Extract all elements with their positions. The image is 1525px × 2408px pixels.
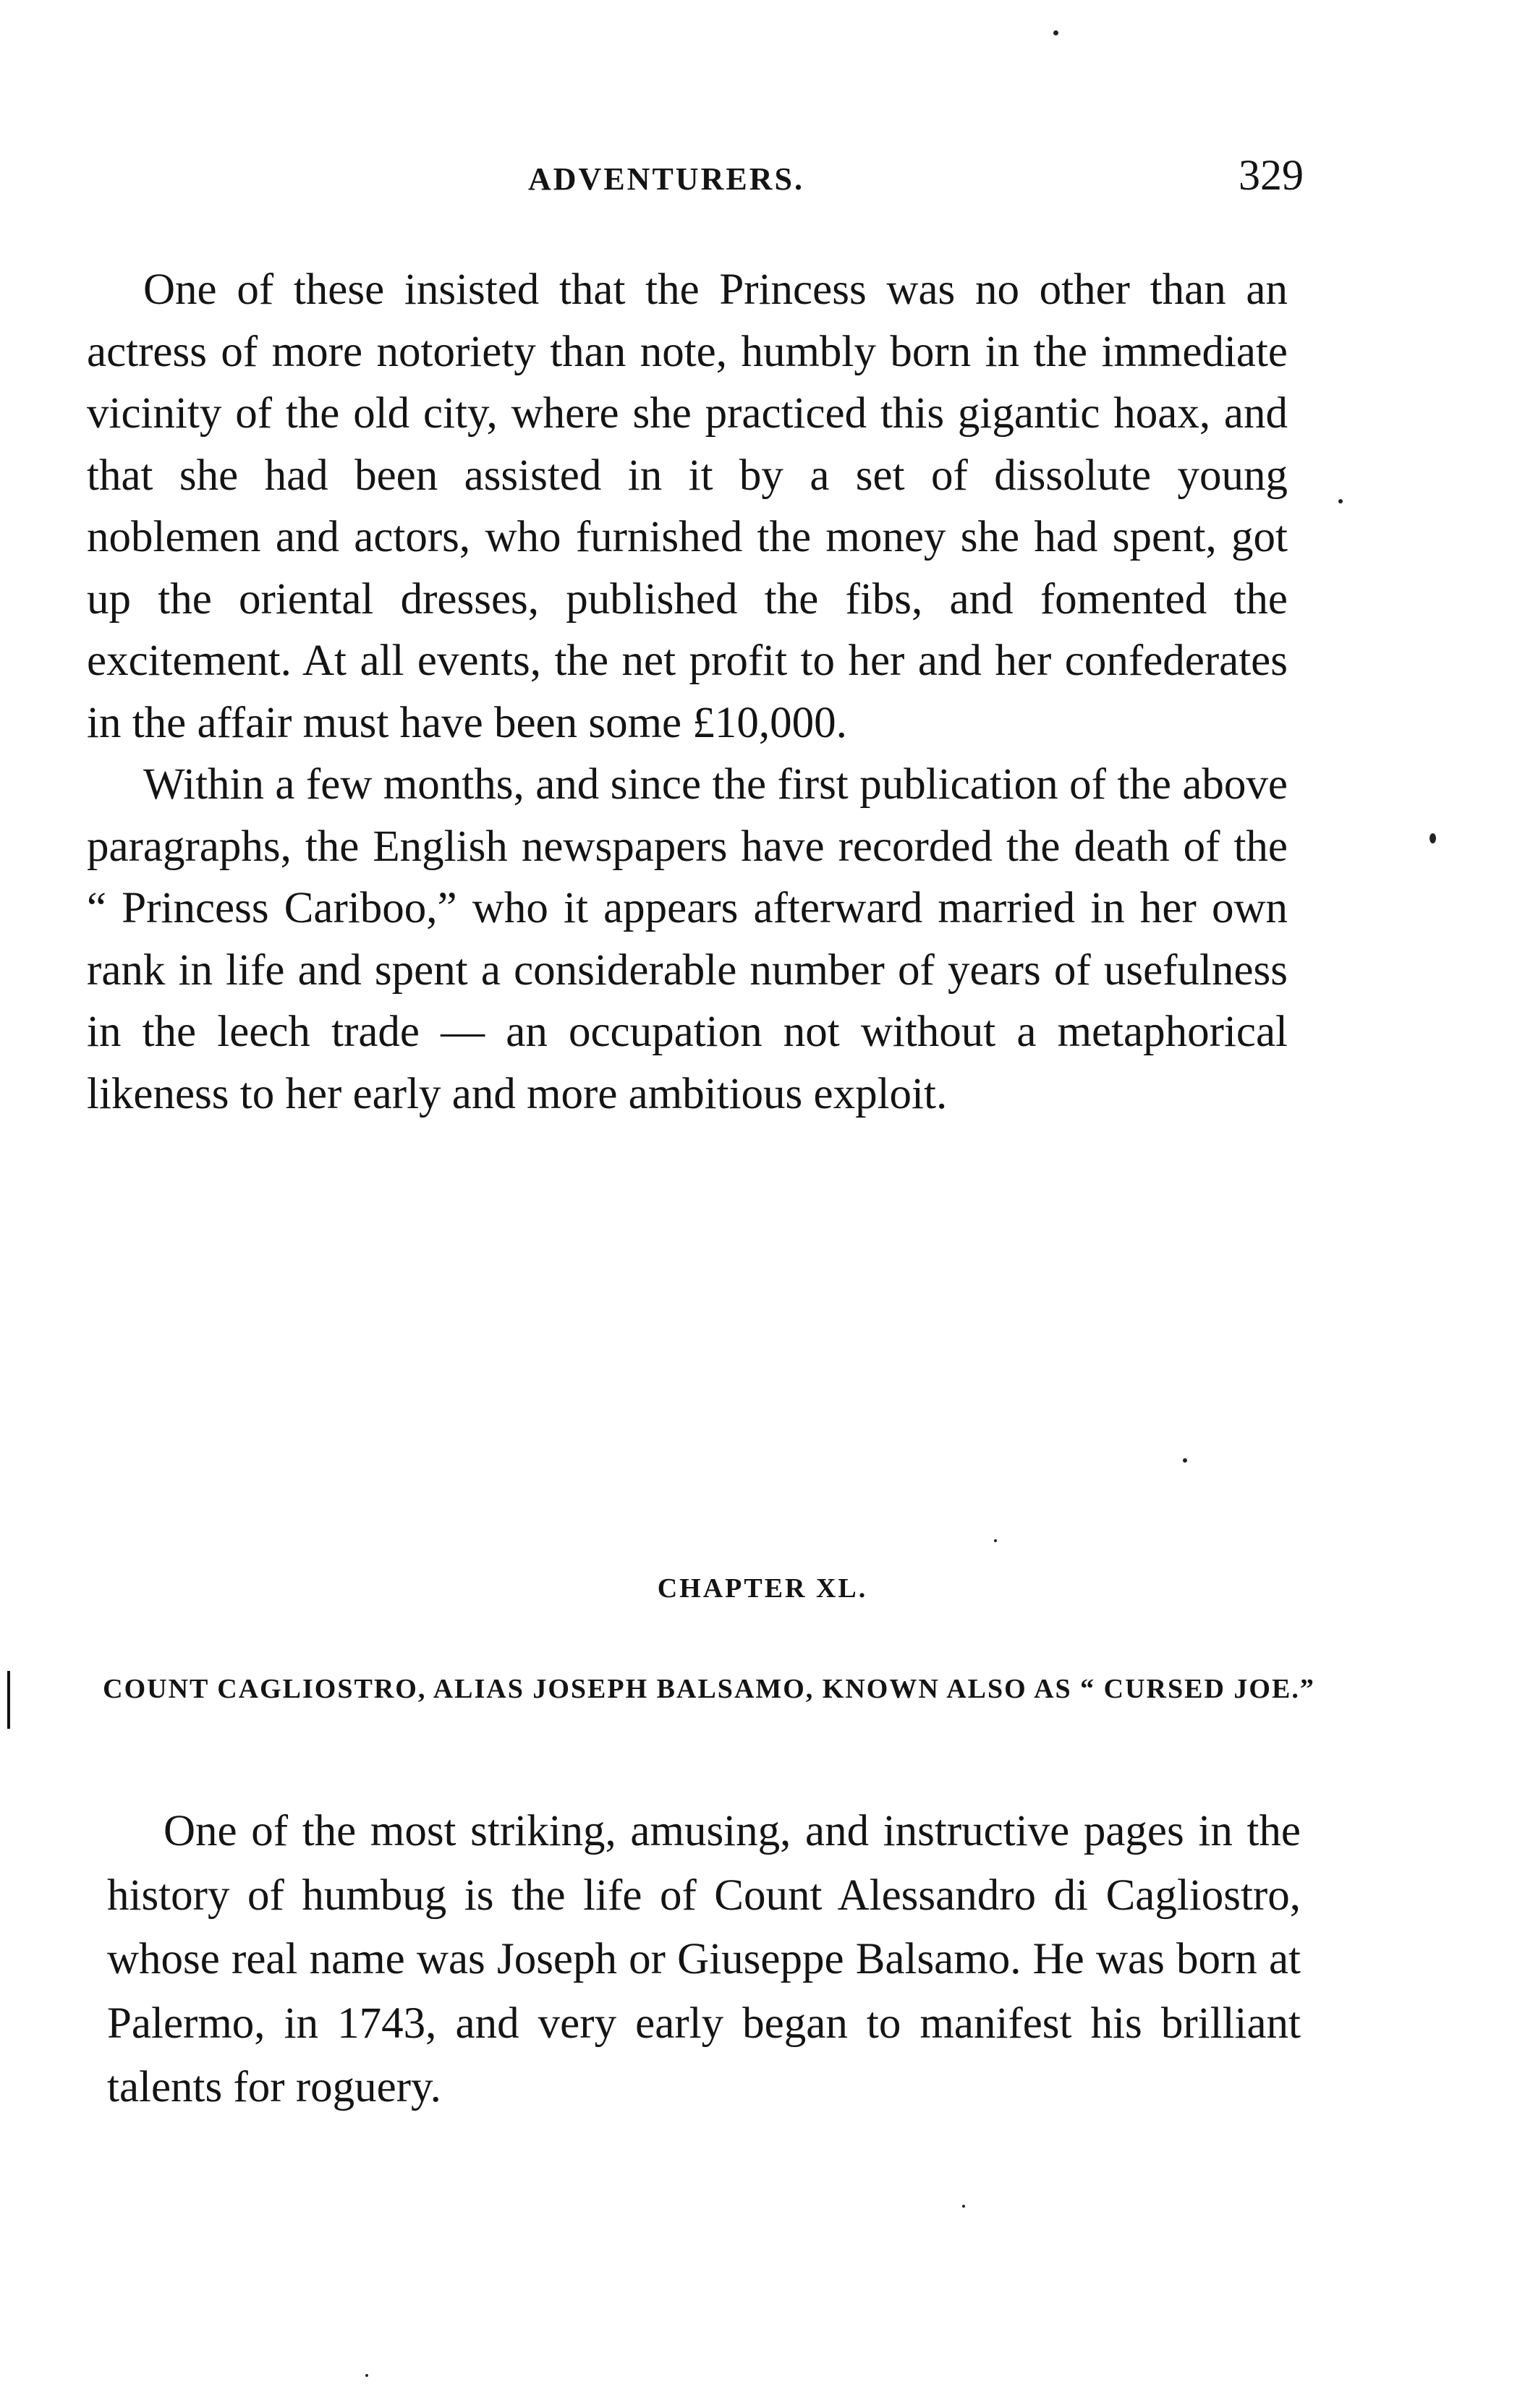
section-text xyxy=(87,259,1288,1125)
scan-speck xyxy=(1053,30,1058,35)
scan-speck xyxy=(962,2205,965,2208)
scan-speck xyxy=(365,2374,368,2377)
paragraph: One of the most striking, amusing, and instructive pages in the history of humbug is the life of Count Alessandro di Cagliostro, whose real name was Joseph or Giuseppe Balsamo. He was born at Palermo, in 1743, and very early began to manifest his brilliant talents for roguery. xyxy=(107,1807,1301,2111)
paragraph: One of these insisted that the Princess was no other than an actress of more notoriety than note, humbly born in the immediate vicinity of the old city, where she practiced this gigantic hoax, and that she had been assisted in it by a set of dissolute young noblemen and actors, who furnished the money she had spent, got up the oriental dresses, published the fibs, and fomented the excitement. At all events, the net profit to her and her confederates in the affair must have been some £10,000. xyxy=(87,265,1288,747)
paragraph: Within a few months, and since the first publication of the above paragraphs, the English newspapers have recorded the death of the “ Princess Cariboo,” who it appears afterward married in her own rank in life and spent a considerable number of years of usefulness in the leech trade — an occupation not without a metaphorical likeness to her early and more ambitious exploit. xyxy=(87,760,1288,1118)
scan-edge-mark xyxy=(7,1671,10,1729)
scan-speck xyxy=(994,1539,997,1542)
page-number: 329 xyxy=(1239,151,1304,199)
chapter-text xyxy=(107,1800,1301,2120)
chapter-subtitle: COUNT CAGLIOSTRO, ALIAS JOSEPH BALSAMO, KNOWN ALSO AS “ CURSED JOE.” xyxy=(103,1674,1315,1704)
scan-speck xyxy=(1430,833,1436,843)
running-title: ADVENTURERS. xyxy=(528,161,804,197)
chapter-heading: CHAPTER XL. xyxy=(657,1573,868,1604)
scan-speck xyxy=(1338,499,1343,503)
scan-speck xyxy=(1183,1458,1187,1463)
